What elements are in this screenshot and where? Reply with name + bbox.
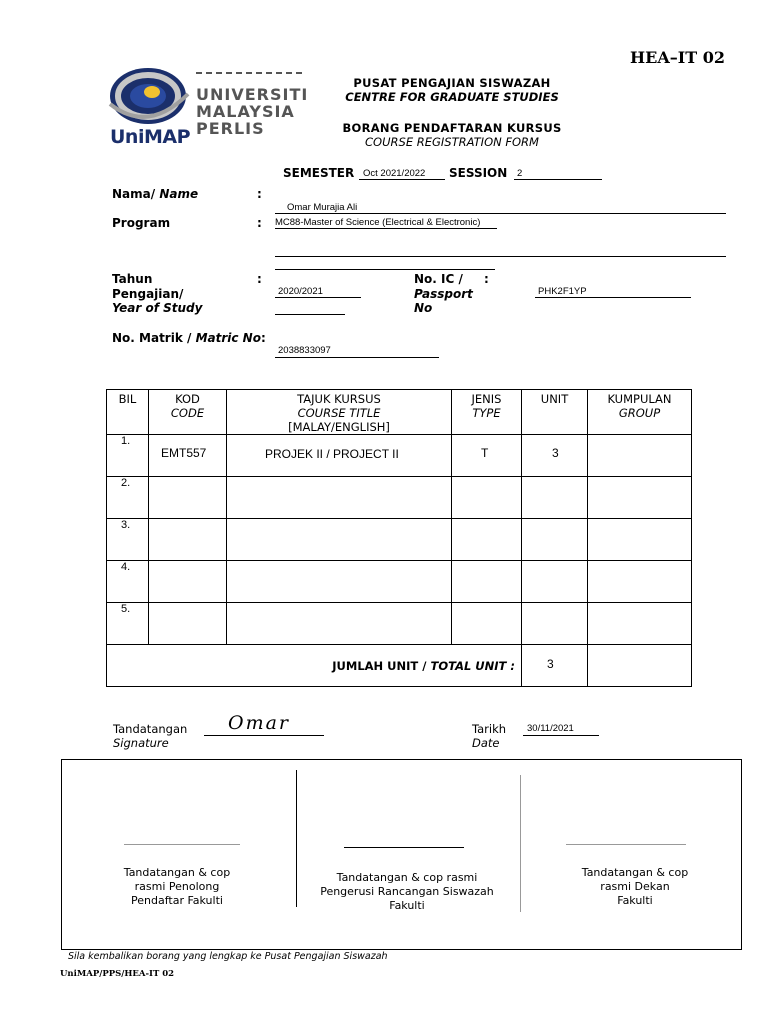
footer-note: Sila kembalikan borang yang lengkap ke Pusat Pengajian Siswazah <box>68 951 388 962</box>
total-value: 3 <box>547 657 554 671</box>
logo-line-1: UNIVERSITI <box>196 85 309 104</box>
approval-box <box>61 759 742 950</box>
form-code: HEA–IT 02 <box>630 48 725 67</box>
name-label: Nama/ Name <box>112 187 199 201</box>
course-title: PROJEK II / PROJECT II <box>265 447 399 461</box>
date-value: 30/11/2021 <box>527 723 574 734</box>
approval-2: Tandatangan & cop rasmi Pengerusi Rancangan Siswazah Fakulti <box>320 871 494 912</box>
table-row: 5. <box>107 603 692 645</box>
total-row <box>107 645 692 687</box>
header-code: KOD CODE <box>170 392 205 420</box>
course-table <box>106 389 692 687</box>
program-label: Program <box>112 216 171 230</box>
signature-label: Tandatangan Signature <box>113 722 188 750</box>
form-title-english: COURSE REGISTRATION FORM <box>365 135 539 149</box>
footer-code: UniMAP/PPS/HEA-IT 02 <box>60 969 175 979</box>
table-row: 2. <box>107 477 692 519</box>
matric-label: No. Matrik / Matric No: <box>112 331 266 345</box>
session-value: 2 <box>517 168 523 179</box>
name-colon: : <box>257 187 262 201</box>
header-type: JENIS TYPE <box>471 392 502 420</box>
logo-line-2: MALAYSIA <box>196 102 295 121</box>
program-colon: : <box>257 216 262 230</box>
logo-mark: UniMAP <box>110 126 191 148</box>
year-label: Tahun Pengajian/ Year of Study <box>112 272 203 315</box>
logo-line-3: PERLIS <box>196 119 265 138</box>
name-value: Omar Murajia Ali <box>287 202 358 213</box>
ic-value: PHK2F1YP <box>538 286 587 297</box>
approval-3: Tandatangan & cop rasmi Dekan Fakulti <box>581 866 689 907</box>
table-row: 3. <box>107 519 692 561</box>
semester-label: SEMESTER <box>283 166 355 180</box>
course-unit: 3 <box>552 446 559 460</box>
header-bil: BIL <box>118 392 137 406</box>
header-group: KUMPULAN GROUP <box>607 392 672 420</box>
header-unit: UNIT <box>540 392 569 406</box>
header-course-title: TAJUK KURSUS COURSE TITLE [MALAY/ENGLISH] <box>288 392 390 434</box>
course-code: EMT557 <box>161 446 207 460</box>
ic-colon: : <box>484 272 489 286</box>
table-row: 1. EMT557 PROJEK II / PROJECT II T 3 <box>107 435 692 477</box>
course-type: T <box>481 446 489 460</box>
table-header-row <box>107 390 692 435</box>
approval-1: Tandatangan & cop rasmi Penolong Pendaftar Fakulti <box>123 866 231 907</box>
matric-value: 2038833097 <box>278 345 331 356</box>
program-value: MC88-Master of Science (Electrical & Electronic) <box>275 217 481 228</box>
total-label: JUMLAH UNIT / TOTAL UNIT : <box>332 658 515 673</box>
signature-image: Omar <box>228 712 291 734</box>
date-label: Tarikh Date <box>472 722 507 750</box>
year-value: 2020/2021 <box>278 286 323 297</box>
form-title-malay: BORANG PENDAFTARAN KURSUS <box>342 121 562 135</box>
centre-english: CENTRE FOR GRADUATE STUDIES <box>345 90 559 104</box>
globe-icon <box>108 64 198 126</box>
session-label: SESSION <box>449 166 508 180</box>
unimap-logo <box>108 64 308 152</box>
table-row: 4. <box>107 561 692 603</box>
centre-malay: PUSAT PENGAJIAN SISWAZAH <box>353 76 551 90</box>
year-colon: : <box>257 272 262 286</box>
ic-label: No. IC / Passport No <box>414 272 473 315</box>
semester-value: Oct 2021/2022 <box>363 168 426 179</box>
